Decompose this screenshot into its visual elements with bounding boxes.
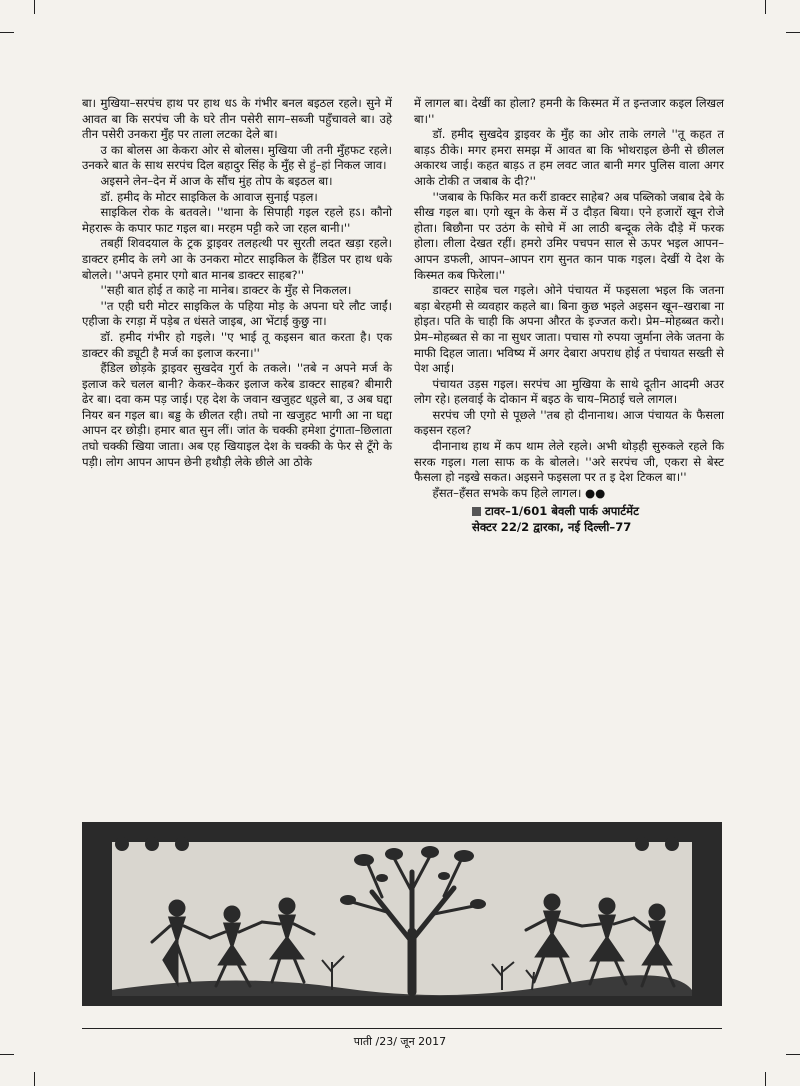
tribal-artwork <box>82 822 722 1006</box>
paragraph: हैंडिल छोड़के ड्राइवर सुखदेव गुर्रा के तकले। ''तबे न अपने मर्ज के इलाज करे चलल बानी? केकर–केकर इलाज करेब डाक्टर साहब? बीमारी ढेर बा। दवा कम पड़ जाई। एह देश के जवान खजुहट ध्इले बा, उ अब घद्दा नियर बन गइल बा। बड्ड के छीलत रही। तघो ना खजुहट भागी आ ना घद्दा आपन दर छोड़ी। हमार बात सुन लीं। जांत के चक्की हमेशा टुंगाता–छिलाता तघो चक्की खिया जाता। अब एह खियाइल देश के चक्की के फेर से टूँगे के पड़ी। लोग आपन आपन छेनी हथौड़ी लेके छीले आ ठोके <box>82 361 392 469</box>
paragraph: उ का बोलस आ केकरा ओर से बोलस। मुखिया जी तनी मुँहफट रहले। उनकरे बात के साथ सरपंच दिल बहादुर सिंह के मुँह से हुं–हां निकल जाव। <box>82 142 392 173</box>
story-page <box>82 96 722 816</box>
author-address <box>414 503 724 535</box>
paragraph: अइसने लेन–देन में आज के सौंच मुंह तोप के बइठल बा। <box>100 173 333 188</box>
address-line-2: सेक्टर 22/2 द्वारका, नई दिल्ली–77 <box>472 520 632 535</box>
crop-mark <box>786 1054 800 1055</box>
paragraph: पंचायत उड़स गइल। सरपंच आ मुखिया के साथे दूतीन आदमी अउर लोग रहे। हलवाई के दोकान में बइठ के चाय–मिठाई चले लागल। <box>414 376 724 407</box>
paragraph: डॉ. हमीद गंभीर हो गइले। ''ए भाई तू कइसन बात करता है। एक डाक्टर की ड्यूटी है मर्ज का इलाज करना।'' <box>82 329 392 360</box>
crop-mark <box>786 32 800 33</box>
address-text-1: टावर–1/601 बेवली पार्क अपार्टमेंट <box>485 504 639 519</box>
closing-line: हँसत–हँसत सभके कप हिले लागल। <box>432 485 582 500</box>
warli-painting <box>82 822 722 1006</box>
paragraph: बा। मुखिया–सरपंच हाथ पर हाथ धऽ के गंभीर बनल बइठल रहले। सुने में आवत बा कि सरपंच जी के घरे तीन पसेरी साग–सब्जी पहुँचावले बा। उहे तीन पसेरी उनकरा मुँह पर ताला लटका देले बा। <box>82 96 392 142</box>
paragraph: ''जबाब के फिकिर मत करीं डाक्टर साहेब? अब पब्लिको जबाब देबे के सीख गइल बा। एगो खून के केस में उ दौड़त बिया। एने हजारों खून रोजे होता। बिछौना पर उठंग के सोचे में आ लाठी बन्दूक लेके दौड़े में फरक होला। लीला देखत रहीं। हमरो उमिर पचपन साल से ऊपर भइल आपन–आपन डफली, आपन–आपन राग सुनत कान पाक गइल। देखीं ये देश के किस्मत कब फिरेला।'' <box>414 189 724 282</box>
paragraph: डॉ. हमीद सुखदेव ड्राइवर के मुँह का ओर ताके लगले ''तू कहत त बाड़ऽ ठीके। मगर हमरा समझ में आवत बा कि भोथराइल छेनी से छीलल अकारथ जाई। कहत बाड़ऽ त हम लवट जात बानी मगर पुलिस वाला अगर आके टोकी त जबाब के दी?'' <box>414 127 724 188</box>
closing-paragraph <box>414 486 724 502</box>
end-mark: ●● <box>585 485 606 500</box>
crop-mark <box>34 1072 35 1086</box>
crop-mark <box>765 0 766 14</box>
square-bullet-icon <box>472 507 481 516</box>
footer-rule <box>82 1028 722 1029</box>
paragraph: सरपंच जी एगो से पूछले ''तब हो दीनानाथ। आज पंचायत के फैसला कइसन रहल? <box>414 407 724 438</box>
paragraph: डाक्टर साहेब चल गइले। ओने पंचायत में फइसला भइल कि जतना बड़ा बेरहमी से व्यवहार कहले बा। बिना कुछ भइले अइसन खून–खराबा ना होइत। पति के चाही कि अपना औरत के इज्जत करो। प्रेम–मोहब्बत करो। प्रेम–मोहब्बत से का ना सुधर जाता। पचास गो रुपया जुर्माना लेके जतना के माफी दिहल जाता। भविष्य में अगर देबारा अपराध होई त पंचायत सख्ती से पेश आई। <box>414 283 724 376</box>
right-column <box>414 96 724 535</box>
crop-mark <box>0 32 14 33</box>
paragraph: दीनानाथ हाथ में कप थाम लेले रहले। अभी थोड़ही सुरुकले रहले कि सरक गइल। गला साफ क के बोलले। ''अरे सरपंच जी, एकरा से बेस्ट फैसला हो नइखे सकत। अइसने फइसला पर त इ देश टिकल बा।'' <box>414 439 724 485</box>
paragraph: ''त एही घरी मोटर साइकिल के पहिया मोड़ के अपना घरे लौट जाईं। एहीजा के रगड़ा में पड़ेब त धंसते जाइब, आ भेंटाई कुछु ना। <box>82 298 392 329</box>
page-folio: पाती /23/ जून 2017 <box>353 1035 447 1048</box>
crop-mark <box>765 1072 766 1086</box>
crop-mark <box>34 0 35 14</box>
crop-mark <box>0 1054 14 1055</box>
paragraph: साइकिल रोक के बतवले। ''थाना के सिपाही गइल रहले हऽ। कौनो मेहरारू के कपार फाट गइल बा। मरहम पट्टी करे जा रहल बानी।'' <box>82 205 392 235</box>
paragraph: डॉ. हमीद के मोटर साइकिल के आवाज सुनाई पड़ल। <box>100 189 318 204</box>
paragraph: तबहीं शिवदयाल के ट्रक ड्राइवर तलहत्थी पर सुरती लदत खड़ा रहले। डाक्टर हमीद के लगे आ के उनकरा मोटर साइकिल के हैंडिल पर हाथ धके बोलले। ''अपने हमार एगो बात मानब डाक्टर साहब?'' <box>82 236 392 282</box>
address-line-1 <box>472 503 724 519</box>
paragraph: में लागल बा। देखीं का होला? हमनी के किस्मत में त इन्तजार कइल लिखल बा।'' <box>414 96 724 126</box>
left-column <box>82 96 392 470</box>
paragraph: ''सही बात होई त काहे ना मानेब। डाक्टर के मुँह से निकलल। <box>100 283 352 298</box>
